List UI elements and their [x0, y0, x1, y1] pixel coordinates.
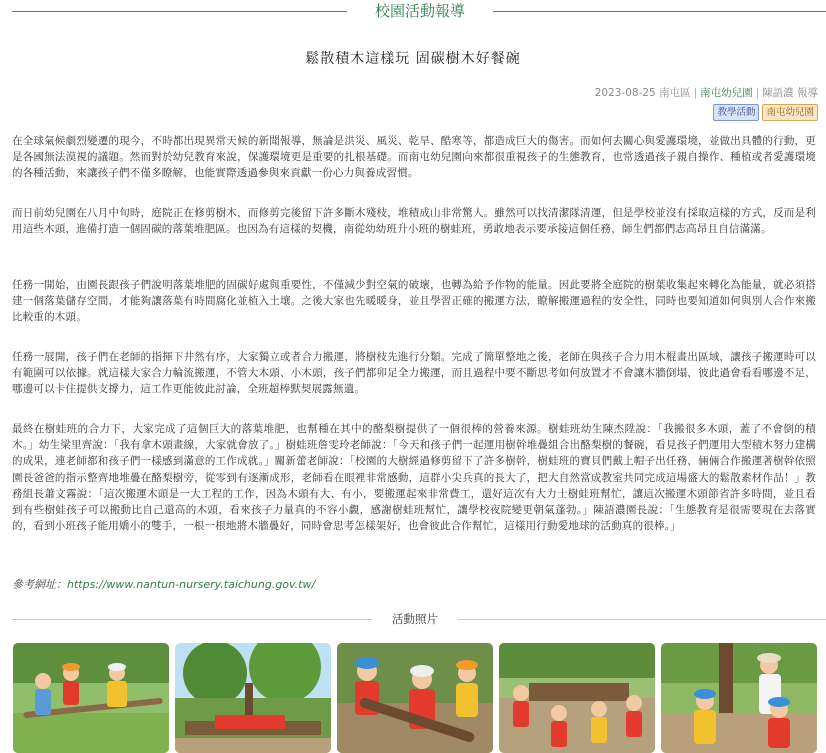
reference-label: 參考網址：: [12, 578, 67, 591]
photo-children-carrying-log[interactable]: [13, 643, 169, 753]
paragraph-2: 而日前幼兒園在八月中旬時，庭院正在修剪樹木，而修剪完後留下許多斷木殘枝，堆積成山非常驚人。雖然可以找清潔隊清運，但是學校並沒有採取這樣的方式，反而是利用這些木頭，進備打造一個固碳的落葉堆肥區。也因為有這樣的契機，南從幼幼班升小班的樹蛙班，勇敢地表示要承接這個任務，師生們都們志高昂且自信滿滿。: [12, 207, 816, 236]
article-school[interactable]: 南屯幼兒園: [700, 87, 753, 99]
paragraph-5: 最終在樹蛙班的合力下，大家完成了這個巨大的落葉堆肥，也幫種在其中的酪梨樹提供了一個很棒的營養來源。樹蛙班幼生陳杰陞說：「我搬很多木頭，蓋了不會倒的積木。」幼生梁里齊說：「我有拿木頭畫線，大家就會放了。」樹蛙班詹雯玲老師說：「今天和孩子們一起運用樹幹堆疊組合出酪梨樹的餐碗，看見孩子們運用大型積木努力建構的成果，連老師都和孩子們一樣感到滿意的工作成就。」關新蕾老師說：「校園的大樹經過修剪留下了許多樹幹，樹蛙班的寶貝們戴上帽子出任務，倆倆合作搬運著樹幹依照園長爸爸的指示整齊地堆疊在酪梨樹旁，從零到有逐漸成形，老師看在眼裡非常感動，這群小尖兵真的長大了，把大自然當成教室共同完成這場盛大的鬆散素材作品！」教務組長蕭文霧說：「這次搬運木頭是一大工程的工作，因為木頭有大、有小，要搬運起來非常費工，還好這次有大力士樹蛙班幫忙，讓這次搬運木頭節省許多時間，並且看到有些樹蛙孩子可以搬動比自己還高的木頭，看來孩子力量真的不容小覷，感謝樹蛙班幫忙，讓學校夜院變更朝氣蓬勃。」陳語濃園長說：「生態教育是很需要現在去落實的，看到小班孩子能用嬌小的雙手，一根一根地將木牆疊好，同時會思考怎樣架好，也會彼此合作幫忙，這樣用行動愛地球的活動真的很棒。」: [12, 423, 816, 533]
article-meta: 2023-08-25 南屯區 | 南屯幼兒園 | 陳語濃 報導: [594, 87, 818, 99]
photo-divider-right: [458, 619, 826, 620]
tag-teaching-activity[interactable]: 教學活動: [713, 104, 759, 121]
reference: [12, 576, 315, 592]
tag-school[interactable]: 南屯幼兒園: [762, 104, 818, 121]
photo-section-title: 活動照片: [392, 612, 438, 626]
photo-divider-left: [12, 619, 372, 620]
header-divider-right: [493, 11, 826, 12]
section-title: 校園活動報導: [374, 2, 465, 20]
photo-children-in-hats-with-log[interactable]: [337, 643, 493, 753]
paragraph-1: 在全球氣候劇烈變遷的現今，不時都出現異常天候的新聞報導，無論是洪災、風災、乾旱、酷寒等，都造成巨大的傷害。而如何去關心與愛護環境，並做出具體的行動，更是各國無法漠視的議題。然而對於幼兒教育來說，保護環境更是重要的扎根基礎。而南屯幼兒園向來都很重視孩子的生態教育，也常透過孩子親自操作、種植或者愛護環境的各種活動，來讓孩子們不僅多瞭解，也能實際透過參與來貢獻一份心力與養成習慣。: [12, 135, 816, 180]
article-district: 南屯區: [659, 87, 691, 99]
article-reporter: 陳語濃 報導: [762, 87, 818, 99]
photo-section-header: [12, 610, 826, 630]
header-divider-left: [12, 11, 347, 12]
photo-woodpile-under-tree[interactable]: [175, 643, 331, 753]
tag-list: [713, 104, 818, 121]
article-title: 鬆散積木這樣玩 固碳樹木好餐碗: [305, 51, 521, 67]
article-date: 2023-08-25: [594, 87, 656, 99]
paragraph-3: 任務一開始，由園長跟孩子們說明落葉堆肥的固碳好處與重要性，不僅減少對空氣的破壞，也轉為給予作物的能量。因此要將全庭院的樹葉收集起來轉化為能量，就必須搭建一個落葉儲存空間，才能夠讓落葉有時間腐化並植入土壤。之後大家也先暖暖身，並且學習正確的搬運方法，瞭解搬運過程的安全性，同時也要知道如何與別人合作來搬比較重的木頭。: [12, 279, 816, 324]
photo-log-wall-construction[interactable]: [499, 643, 655, 753]
paragraph-4: 任務一展開，孩子們在老師的指揮下井然有序，大家獨立或者合力搬運，將樹枝先進行分類。完成了簡單整地之後，老師在與孩子合力用木棍畫出區域，讓孩子搬運時可以有範圍可以依據。就這樣大家合力輪流搬運，不管大木頭、小木頭，孩子們都卯足全力搬運，而且過程中要不斷思考如何放置才不會讓木牆倒塌，彼此過會看看哪邊不足，哪邊可以卡住提供支撐力，這工作更能彼此討論，全班超棒默契展露無遺。: [12, 351, 816, 396]
reference-link[interactable]: https://www.nantun-nursery.taichung.gov.tw/: [67, 578, 316, 591]
section-header: [12, 0, 826, 24]
photo-teacher-with-children[interactable]: [661, 643, 817, 753]
